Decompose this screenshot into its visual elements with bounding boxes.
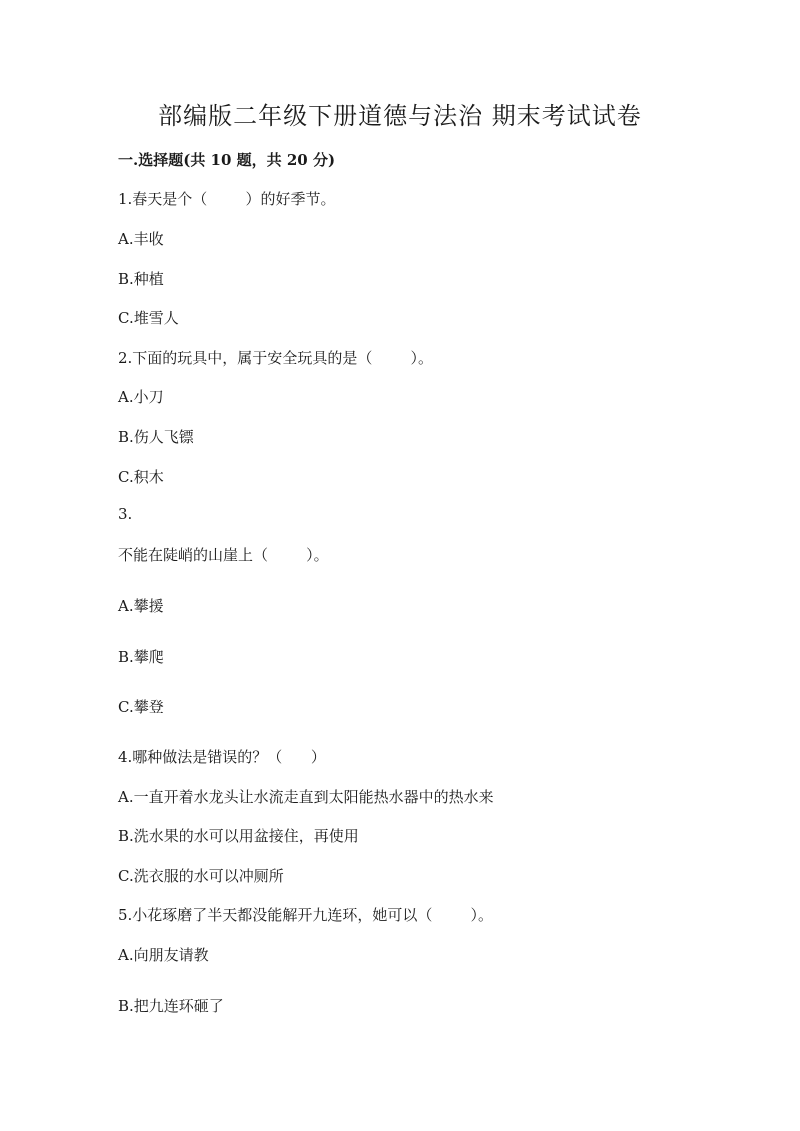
question-5-stem: 5.小花琢磨了半天都没能解开九连环，她可以（ ）。 — [118, 906, 493, 924]
question-2-stem: 2.下面的玩具中，属于安全玩具的是（ ）。 — [118, 349, 433, 367]
question-4-stem: 4.哪种做法是错误的？（ ） — [118, 748, 326, 766]
question-3-number: 3. — [118, 505, 133, 523]
question-4-option-a: A.一直开着水龙头让水流走直到太阳能热水器中的热水来 — [118, 788, 494, 806]
question-1-stem: 1.春天是个（ ）的好季节。 — [118, 190, 336, 208]
question-2-option-c: C.积木 — [118, 468, 164, 486]
question-5-option-b: B.把九连环砸了 — [118, 997, 224, 1015]
question-3-option-b: B.攀爬 — [118, 648, 164, 666]
exam-title: 部编版二年级下册道德与法治 期末考试试卷 — [158, 102, 642, 130]
question-2-option-b: B.伤人飞镖 — [118, 428, 194, 446]
question-4-option-b: B.洗水果的水可以用盆接住，再使用 — [118, 827, 359, 845]
question-4-option-c: C.洗衣服的水可以冲厕所 — [118, 867, 284, 885]
question-3-option-c: C.攀登 — [118, 698, 164, 716]
question-1-option-a: A.丰收 — [118, 230, 164, 248]
question-1-option-b: B.种植 — [118, 270, 164, 288]
question-3-stem: 不能在陡峭的山崖上（ ）。 — [118, 546, 329, 564]
question-5-option-a: A.向朋友请教 — [118, 946, 209, 964]
question-3-option-a: A.攀援 — [118, 597, 164, 615]
section-header: 一.选择题(共 10 题，共 20 分) — [118, 151, 336, 169]
question-2-option-a: A.小刀 — [118, 388, 164, 406]
question-1-option-c: C.堆雪人 — [118, 309, 179, 327]
